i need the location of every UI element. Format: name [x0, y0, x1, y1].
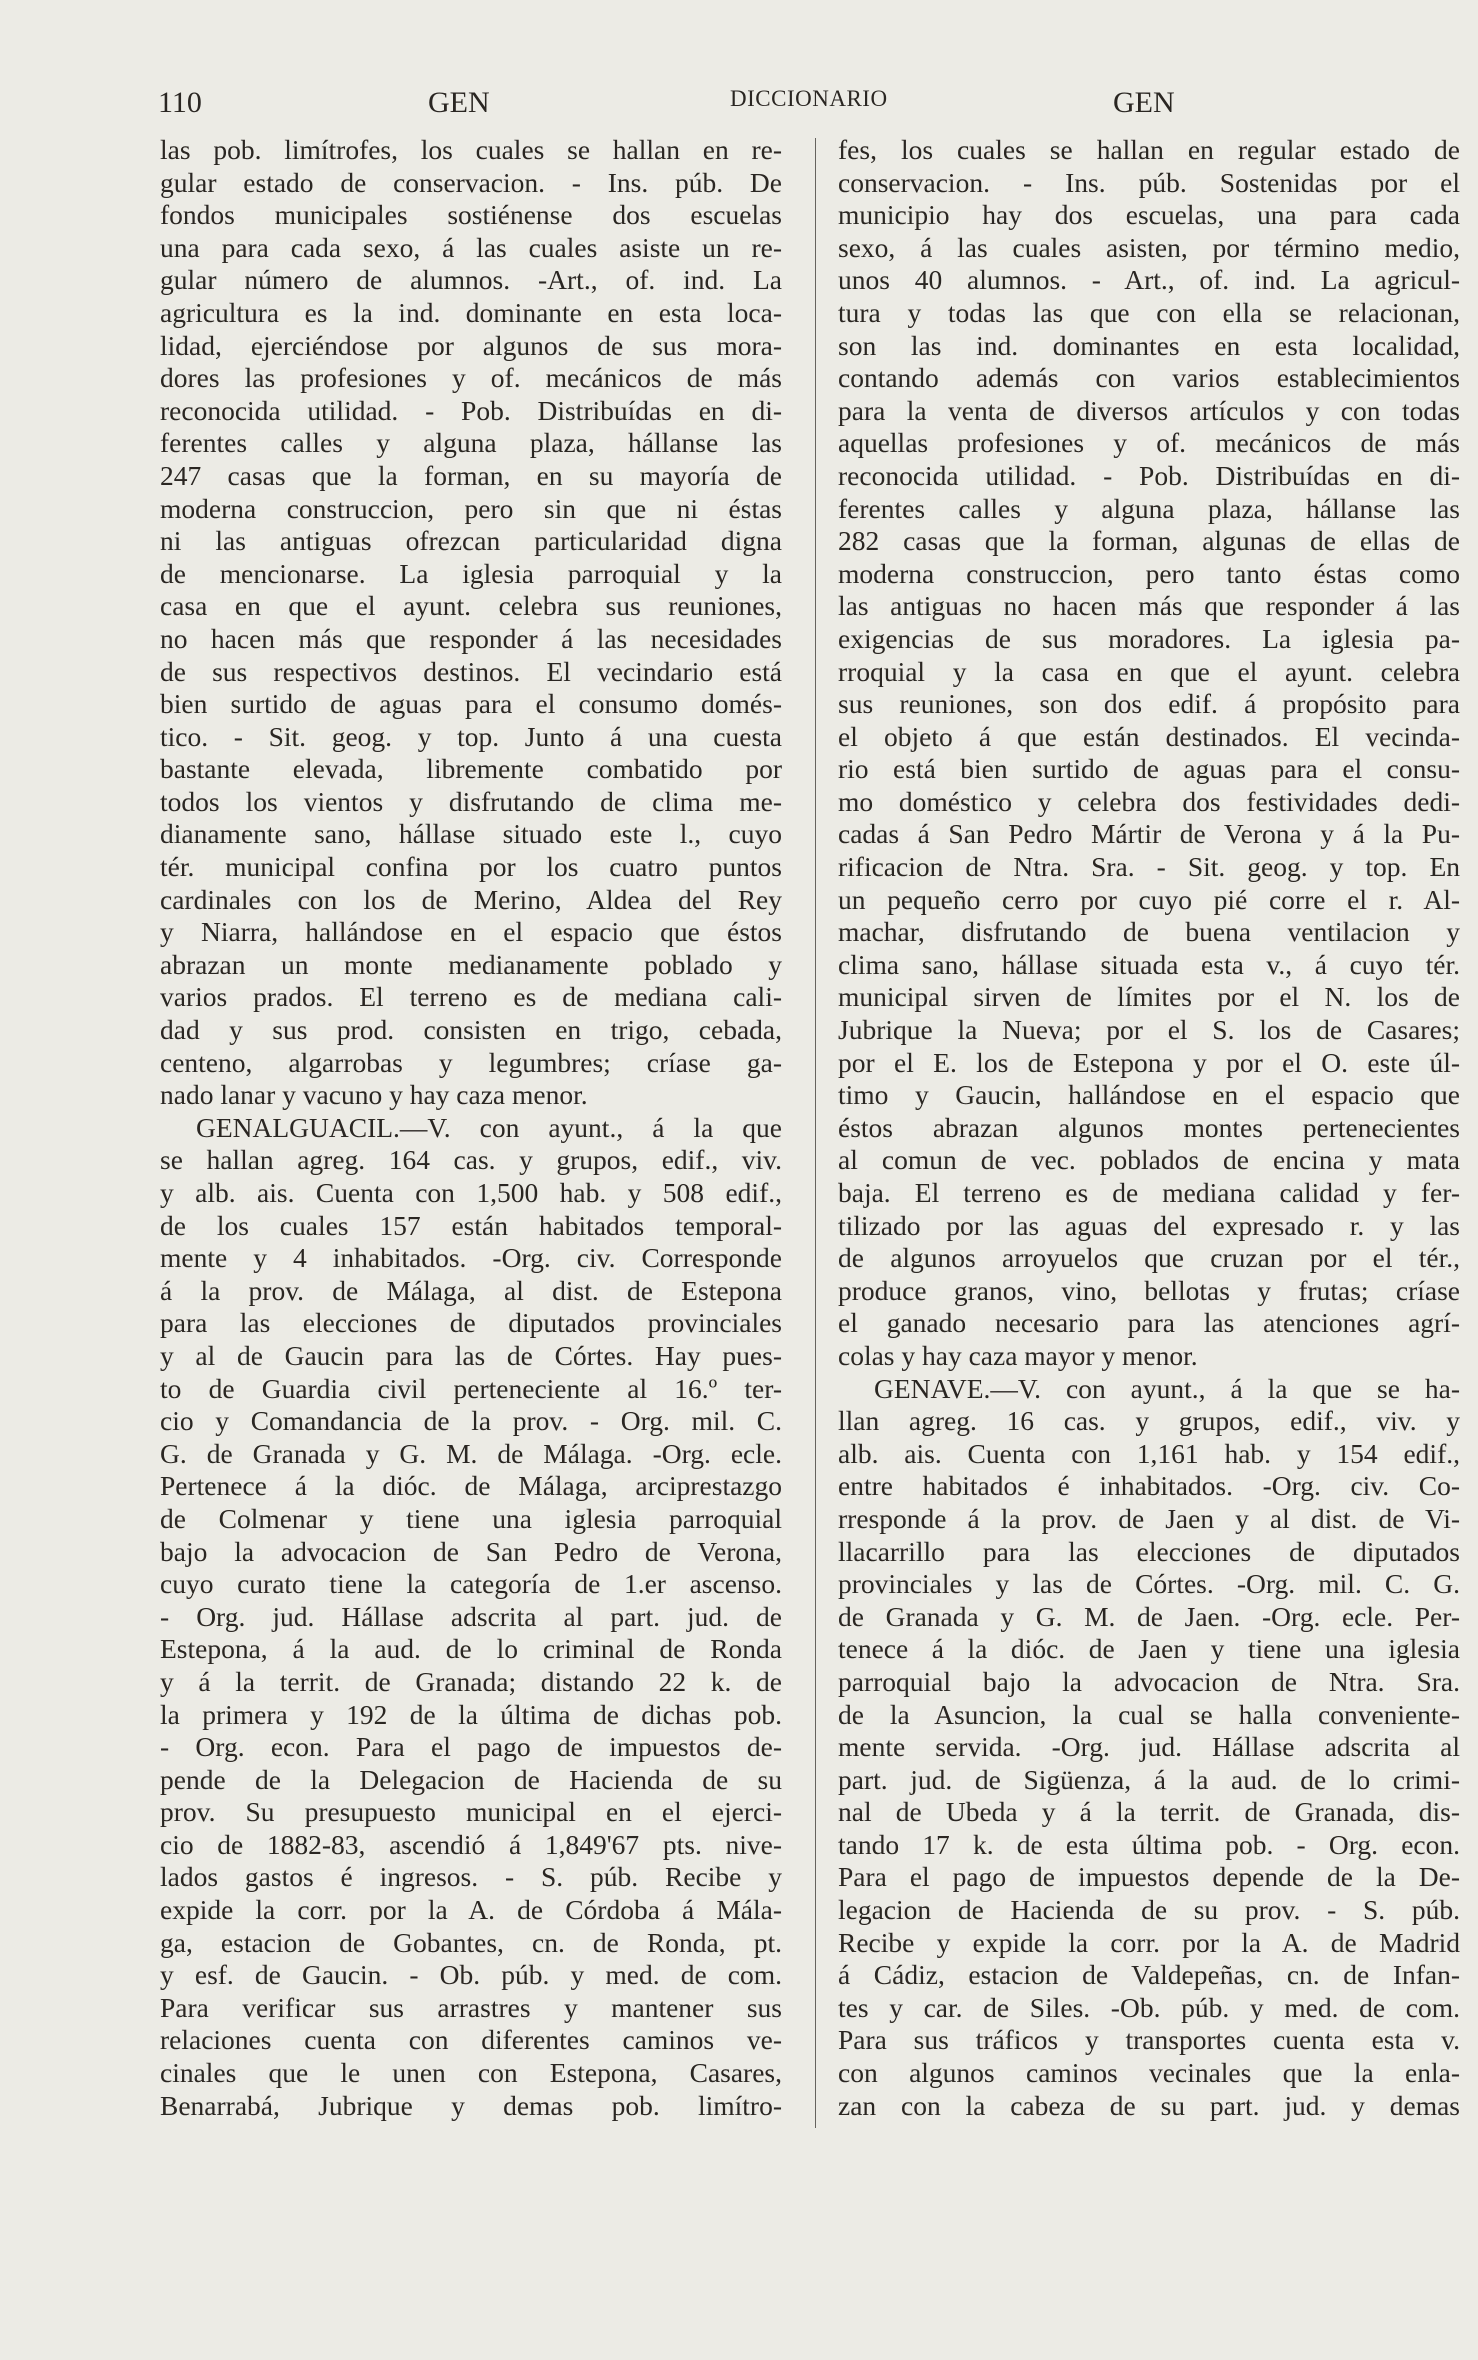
- text-line: G. de Granada y G. M. de Málaga. -Org. ecle.: [160, 1437, 782, 1469]
- text-line: tenece á la dióc. de Jaen y tiene una iglesia: [838, 1633, 1460, 1665]
- text-line: provinciales y las de Córtes. -Org. mil. C. G.: [838, 1568, 1460, 1600]
- right-column: [838, 134, 1460, 2144]
- text-line: un pequeño cerro por cuyo pié corre el r. Al-: [838, 883, 1460, 915]
- text-line: de Colmenar y tiene una iglesia parroquial: [160, 1502, 782, 1534]
- text-line: gular número de alumnos. -Art., of. ind. La: [160, 264, 782, 296]
- text-line: Recibe y expide la corr. por la A. de Madrid: [838, 1926, 1460, 1958]
- text-line: sexo, á las cuales asisten, por término medio,: [838, 231, 1460, 263]
- text-line: de mencionarse. La iglesia parroquial y la: [160, 557, 782, 589]
- text-line: gular estado de conservacion. - Ins. púb. De: [160, 166, 782, 198]
- text-line: llan agreg. 16 cas. y grupos, edif., viv. y: [838, 1405, 1460, 1437]
- text-line: cinales que le unen con Estepona, Casares,: [160, 2057, 782, 2089]
- text-line: tilizado por las aguas del expresado r. y las: [838, 1209, 1460, 1241]
- text-line: Para el pago de impuestos depende de la De-: [838, 1861, 1460, 1893]
- text-line: machar, disfrutando de buena ventilacion y: [838, 916, 1460, 948]
- text-line: moderna construccion, pero tanto éstas como: [838, 557, 1460, 589]
- text-line: Benarrabá, Jubrique y demas pob. limítro-: [160, 2089, 782, 2121]
- text-line: sus reuniones, son dos edif. á propósito para: [838, 688, 1460, 720]
- text-line: éstos abrazan algunos montes pertenecientes: [838, 1111, 1460, 1143]
- text-line: lidad, ejerciéndose por algunos de sus mora-: [160, 329, 782, 361]
- text-line: - Org. econ. Para el pago de impuestos de-: [160, 1731, 782, 1763]
- page-number: 110: [158, 86, 202, 119]
- text-line: centeno, algarrobas y legumbres; críase ga-: [160, 1046, 782, 1078]
- text-line: á la prov. de Málaga, al dist. de Estepona: [160, 1274, 782, 1306]
- text-line: municipio hay dos escuelas, una para cada: [838, 199, 1460, 231]
- text-line: Para sus tráficos y transportes cuenta esta v.: [838, 2024, 1460, 2056]
- text-line: Para verificar sus arrastres y mantener sus: [160, 1991, 782, 2023]
- text-line: dianamente sano, hállase situado este l., cuyo: [160, 818, 782, 850]
- left-column: [160, 134, 782, 2144]
- text-line: tando 17 k. de esta última pob. - Org. econ.: [838, 1828, 1460, 1860]
- text-line: alb. ais. Cuenta con 1,161 hab. y 154 edif.,: [838, 1437, 1460, 1469]
- text-line: prov. Su presupuesto municipal en el ejerci-: [160, 1796, 782, 1828]
- text-line: rio está bien surtido de aguas para el consu-: [838, 753, 1460, 785]
- text-line: moderna construccion, pero sin que ni éstas: [160, 492, 782, 524]
- text-line: parroquial bajo la advocacion de Ntra. Sra.: [838, 1665, 1460, 1697]
- text-line: y á la territ. de Granada; distando 22 k. de: [160, 1665, 782, 1697]
- text-line: dores las profesiones y of. mecánicos de más: [160, 362, 782, 394]
- text-line: la primera y 192 de la última de dichas pob.: [160, 1698, 782, 1730]
- text-line: produce granos, vino, bellotas y frutas; críase: [838, 1274, 1460, 1306]
- text-line: tes y car. de Siles. -Ob. púb. y med. de com.: [838, 1991, 1460, 2023]
- text-line: zan con la cabeza de su part. jud. y demas: [838, 2089, 1460, 2121]
- text-line: el objeto á que están destinados. El vecinda-: [838, 720, 1460, 752]
- text-line: al comun de vec. poblados de encina y mata: [838, 1144, 1460, 1176]
- text-line: part. jud. de Sigüenza, á la aud. de lo crimi-: [838, 1763, 1460, 1795]
- text-line: fes, los cuales se hallan en regular estado de: [838, 134, 1460, 165]
- text-line: entre habitados é inhabitados. -Org. civ. Co-: [838, 1470, 1460, 1502]
- text-line: tér. municipal confina por los cuatro puntos: [160, 851, 782, 883]
- text-line: no hacen más que responder á las necesidades: [160, 622, 782, 654]
- text-line: casa en que el ayunt. celebra sus reuniones,: [160, 590, 782, 622]
- text-line: expide la corr. por la A. de Córdoba á Mála-: [160, 1894, 782, 1926]
- text-line: cardinales con los de Merino, Aldea del Rey: [160, 883, 782, 915]
- text-line: nal de Ubeda y á la territ. de Granada, dis-: [838, 1796, 1460, 1828]
- text-line: las antiguas no hacen más que responder á las: [838, 590, 1460, 622]
- left-heading: GEN: [428, 86, 490, 119]
- text-line: y esf. de Gaucin. - Ob. púb. y med. de com.: [160, 1959, 782, 1991]
- text-line: para las elecciones de diputados provinciales: [160, 1307, 782, 1339]
- text-line: Pertenece á la dióc. de Málaga, arciprestazgo: [160, 1470, 782, 1502]
- text-line: ferentes calles y alguna plaza, hállanse las: [838, 492, 1460, 524]
- text-line: de la Asuncion, la cual se halla conveniente-: [838, 1698, 1460, 1730]
- text-line: mente servida. -Org. jud. Hállase adscrita al: [838, 1731, 1460, 1763]
- text-line: lados gastos é ingresos. - S. púb. Recibe y: [160, 1861, 782, 1893]
- text-line: aquellas profesiones y of. mecánicos de más: [838, 427, 1460, 459]
- text-line: una para cada sexo, á las cuales asiste un re-: [160, 231, 782, 263]
- text-line: con algunos caminos vecinales que la enla-: [838, 2057, 1460, 2089]
- text-line: llacarrillo para las elecciones de diputados: [838, 1535, 1460, 1567]
- text-line: relaciones cuenta con diferentes caminos ve-: [160, 2024, 782, 2056]
- text-line: reconocida utilidad. - Pob. Distribuídas en di-: [838, 459, 1460, 491]
- text-line: conservacion. - Ins. púb. Sostenidas por el: [838, 166, 1460, 198]
- text-line: 282 casas que la forman, algunas de ellas de: [838, 525, 1460, 557]
- text-line: son las ind. dominantes en esta localidad,: [838, 329, 1460, 361]
- text-line: ga, estacion de Gobantes, cn. de Ronda, pt.: [160, 1926, 782, 1958]
- text-line: todos los vientos y disfrutando de clima me-: [160, 785, 782, 817]
- text-line: y al de Gaucin para las de Córtes. Hay pues-: [160, 1339, 782, 1371]
- text-line: de Granada y G. M. de Jaen. -Org. ecle. Per-: [838, 1600, 1460, 1632]
- text-line: dad y sus prod. consisten en trigo, cebada,: [160, 1014, 782, 1046]
- text-line: cio de 1882-83, ascendió á 1,849'67 pts. nive-: [160, 1828, 782, 1860]
- text-line: GENAVE.—V. con ayunt., á la que se ha-: [874, 1372, 1460, 1404]
- text-line: to de Guardia civil perteneciente al 16.º ter-: [160, 1372, 782, 1404]
- text-line: rificacion de Ntra. Sra. - Sit. geog. y top. En: [838, 851, 1460, 883]
- right-heading: GEN: [1113, 86, 1175, 119]
- running-head: [158, 86, 1473, 130]
- text-line: bajo la advocacion de San Pedro de Verona,: [160, 1535, 782, 1567]
- text-line: bastante elevada, libremente combatido por: [160, 753, 782, 785]
- text-line: y Niarra, hallándose en el espacio que éstos: [160, 916, 782, 948]
- text-line: Jubrique la Nueva; por el S. los de Casares;: [838, 1014, 1460, 1046]
- text-line: contando además con varios establecimientos: [838, 362, 1460, 394]
- text-line: baja. El terreno es de mediana calidad y fer-: [838, 1177, 1460, 1208]
- text-line: de los cuales 157 están habitados temporal-: [160, 1209, 782, 1241]
- text-line: por el E. los de Estepona y por el O. este úl-: [838, 1046, 1460, 1078]
- text-line: rresponde á la prov. de Jaen y al dist. de Vi-: [838, 1502, 1460, 1534]
- text-line: mente y 4 inhabitados. -Org. civ. Corresponde: [160, 1242, 782, 1274]
- text-line: fondos municipales sostiénense dos escuelas: [160, 199, 782, 231]
- text-line: timo y Gaucin, hallándose en el espacio que: [838, 1079, 1460, 1111]
- text-line: á Cádiz, estacion de Valdepeñas, cn. de Infan-: [838, 1959, 1460, 1991]
- text-line: agricultura es la ind. dominante en esta loca-: [160, 296, 782, 328]
- text-line: reconocida utilidad. - Pob. Distribuídas en di-: [160, 394, 782, 426]
- text-line: mo doméstico y celebra dos festividades dedi-: [838, 785, 1460, 817]
- text-line: pende de la Delegacion de Hacienda de su: [160, 1763, 782, 1795]
- column-divider: [815, 138, 816, 2128]
- text-line: rroquial y la casa en que el ayunt. celebra: [838, 655, 1460, 687]
- text-line: 247 casas que la forman, en su mayoría de: [160, 459, 782, 491]
- text-line: cadas á San Pedro Mártir de Verona y á la Pu-: [838, 818, 1460, 850]
- text-line: se hallan agreg. 164 cas. y grupos, edif., viv.: [160, 1144, 782, 1176]
- text-line: cuyo curato tiene la categoría de 1.er ascenso.: [160, 1568, 782, 1600]
- text-line: ni las antiguas ofrezcan particularidad digna: [160, 525, 782, 557]
- text-line: y alb. ais. Cuenta con 1,500 hab. y 508 edif.,: [160, 1177, 782, 1208]
- text-line: legacion de Hacienda de su prov. - S. púb.: [838, 1894, 1460, 1926]
- text-line: el ganado necesario para las atenciones agrí-: [838, 1307, 1460, 1339]
- text-line: tico. - Sit. geog. y top. Junto á una cuesta: [160, 720, 782, 752]
- text-line: varios prados. El terreno es de mediana cali-: [160, 981, 782, 1013]
- text-line: - Org. jud. Hállase adscrita al part. jud. de: [160, 1600, 782, 1632]
- text-line: nado lanar y vacuno y hay caza menor.: [160, 1079, 588, 1111]
- text-line: GENALGUACIL.—V. con ayunt., á la que: [196, 1111, 782, 1143]
- text-line: de sus respectivos destinos. El vecindario está: [160, 655, 782, 687]
- text-line: colas y hay caza mayor y menor.: [838, 1339, 1198, 1371]
- text-line: exigencias de sus moradores. La iglesia pa-: [838, 622, 1460, 654]
- text-line: las pob. limítrofes, los cuales se hallan en re-: [160, 134, 782, 165]
- book-title: DICCIONARIO: [730, 86, 888, 111]
- text-line: abrazan un monte medianamente poblado y: [160, 948, 782, 980]
- text-line: tura y todas las que con ella se relacionan,: [838, 296, 1460, 328]
- text-line: bien surtido de aguas para el consumo domés-: [160, 688, 782, 720]
- text-line: de algunos arroyuelos que cruzan por el tér.,: [838, 1242, 1460, 1274]
- text-line: municipal sirven de límites por el N. los de: [838, 981, 1460, 1013]
- text-line: Estepona, á la aud. de lo criminal de Ronda: [160, 1633, 782, 1665]
- text-line: clima sano, hállase situada esta v., á cuyo tér.: [838, 948, 1460, 980]
- text-line: unos 40 alumnos. - Art., of. ind. La agricul-: [838, 264, 1460, 296]
- text-line: para la venta de diversos artículos y con todas: [838, 394, 1460, 426]
- text-line: ferentes calles y alguna plaza, hállanse las: [160, 427, 782, 459]
- text-line: cio y Comandancia de la prov. - Org. mil. C.: [160, 1405, 782, 1437]
